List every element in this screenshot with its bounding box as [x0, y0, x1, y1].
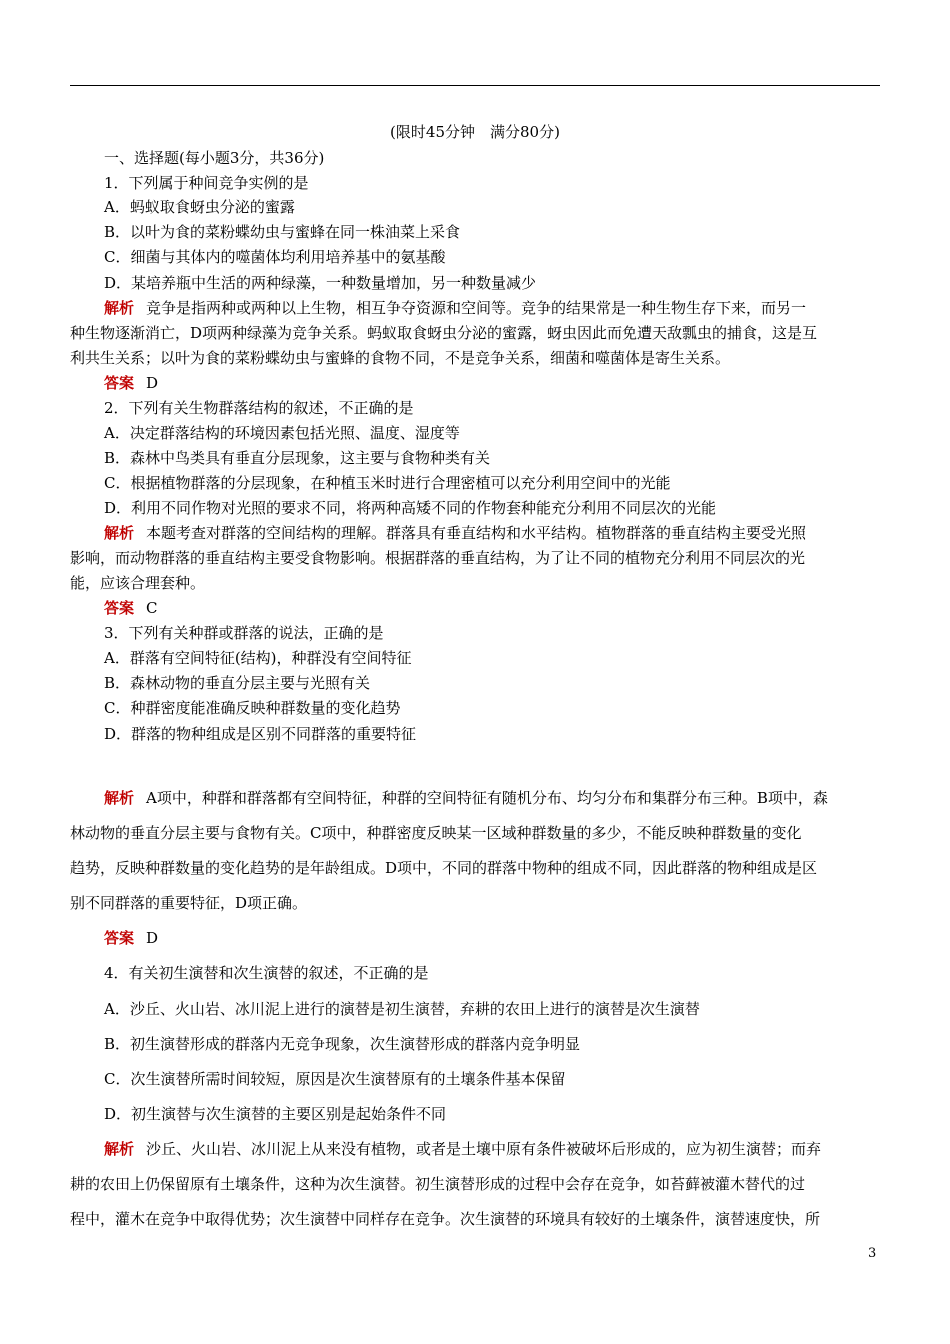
page-header: (限时45分钟 满分80分)	[390, 123, 560, 141]
q3-option-a: A．群落有空间特征(结构)，种群没有空间特征	[104, 649, 412, 667]
q4-analysis-line-3: 程中，灌木在竞争中取得优势；次生演替中同样存在竞争。次生演替的环境具有较好的土壤条件，演替速度快，所	[70, 1210, 821, 1228]
q4-option-c: C．次生演替所需时间较短，原因是次生演替原有的土壤条件基本保留	[104, 1070, 566, 1088]
answer-label: 答案	[104, 599, 135, 617]
q2-analysis	[70, 523, 880, 593]
analysis-label: 解析	[104, 524, 135, 542]
q3-analysis-line-3: 趋势，反映种群数量的变化趋势的是年龄组成。D项中，不同的群落中物种的组成不同，因此群落的物种组成是区	[70, 859, 818, 877]
q3-answer	[104, 928, 158, 948]
analysis-label: 解析	[104, 789, 135, 807]
page-number: 3	[868, 1246, 877, 1261]
q3-answer-value: D	[146, 929, 159, 947]
q2-answer-value: C	[146, 599, 158, 617]
q2-stem: 2．下列有关生物群落结构的叙述，不正确的是	[104, 399, 414, 417]
q1-analysis-line-2: 种生物逐渐消亡，D项两种绿藻为竞争关系。蚂蚁取食蚜虫分泌的蜜露，蚜虫因此而免遭天敌瓢虫的捕食，这是互	[70, 324, 818, 342]
section-title: 一、选择题(每小题3分，共36分)	[104, 149, 325, 167]
q3-option-b: B．森林动物的垂直分层主要与光照有关	[104, 674, 371, 692]
q3-stem: 3．下列有关种群或群落的说法，正确的是	[104, 624, 384, 642]
q1-analysis	[70, 298, 880, 368]
q3-analysis-line-1: A项中，种群和群落都有空间特征，种群的空间特征有随机分布、均匀分布和集群分布三种。B项中，森	[146, 789, 828, 807]
q2-analysis-line-1: 本题考查对群落的空间结构的理解。群落具有垂直结构和水平结构。植物群落的垂直结构主要受光照	[146, 524, 807, 542]
q4-option-b: B．初生演替形成的群落内无竞争现象，次生演替形成的群落内竞争明显	[104, 1035, 581, 1053]
q1-option-c: C．细菌与其体内的噬菌体均利用培养基中的氨基酸	[104, 248, 446, 266]
q2-option-d: D．利用不同作物对光照的要求不同，将两种高矮不同的作物套种能充分利用不同层次的光能	[104, 499, 717, 517]
q2-option-b: B．森林中鸟类具有垂直分层现象，这主要与食物种类有关	[104, 449, 491, 467]
analysis-label: 解析	[104, 299, 135, 317]
q1-analysis-line-1: 竞争是指两种或两种以上生物，相互争夺资源和空间等。竞争的结果常是一种生物生存下来，而另一	[146, 299, 807, 317]
q1-stem: 1．下列属于种间竞争实例的是	[104, 174, 309, 192]
q2-option-a: A．决定群落结构的环境因素包括光照、温度、湿度等	[104, 424, 460, 442]
q3-option-d: D．群落的物种组成是区别不同群落的重要特征	[104, 725, 417, 743]
q4-stem: 4．有关初生演替和次生演替的叙述，不正确的是	[104, 964, 429, 982]
q1-answer-value: D	[146, 374, 159, 392]
answer-label: 答案	[104, 374, 135, 392]
q1-answer	[104, 373, 158, 393]
q1-option-a: A．蚂蚁取食蚜虫分泌的蜜露	[104, 198, 295, 216]
q2-analysis-line-3: 能，应该合理套种。	[70, 574, 206, 592]
analysis-label: 解析	[104, 1140, 135, 1158]
q3-analysis-line-4: 别不同群落的重要特征，D项正确。	[70, 894, 308, 912]
q1-option-b: B．以叶为食的菜粉蝶幼虫与蜜蜂在同一株油菜上采食	[104, 223, 461, 241]
q1-option-d: D．某培养瓶中生活的两种绿藻，一种数量增加，另一种数量减少	[104, 274, 537, 292]
q4-analysis-line-2: 耕的农田上仍保留原有土壤条件，这种为次生演替。初生演替形成的过程中会存在竞争，如苔藓被灌木替代的过	[70, 1175, 806, 1193]
q4-analysis	[70, 1139, 880, 1229]
q2-answer	[104, 598, 158, 618]
answer-label: 答案	[104, 929, 135, 947]
q3-option-c: C．种群密度能准确反映种群数量的变化趋势	[104, 699, 401, 717]
q3-analysis-line-2: 林动物的垂直分层主要与食物有关。C项中，种群密度反映某一区域种群数量的多少，不能反映种群数量的变化	[70, 824, 802, 842]
q4-option-a: A．沙丘、火山岩、冰川泥上进行的演替是初生演替，弃耕的农田上进行的演替是次生演替	[104, 1000, 700, 1018]
q2-option-c: C．根据植物群落的分层现象，在种植玉米时进行合理密植可以充分利用空间中的光能	[104, 474, 671, 492]
q3-analysis	[70, 788, 880, 913]
q4-analysis-line-1: 沙丘、火山岩、冰川泥上从来没有植物，或者是土壤中原有条件被破坏后形成的，应为初生演替；而弃	[146, 1140, 822, 1158]
q2-analysis-line-2: 影响，而动物群落的垂直结构主要受食物影响。根据群落的垂直结构，为了让不同的植物充分利用不同层次的光	[70, 549, 806, 567]
q1-analysis-line-3: 利共生关系；以叶为食的菜粉蝶幼虫与蜜蜂的食物不同，不是竞争关系，细菌和噬菌体是寄生关系。	[70, 349, 731, 367]
top-rule	[70, 85, 880, 86]
q4-option-d: D．初生演替与次生演替的主要区别是起始条件不同	[104, 1105, 447, 1123]
